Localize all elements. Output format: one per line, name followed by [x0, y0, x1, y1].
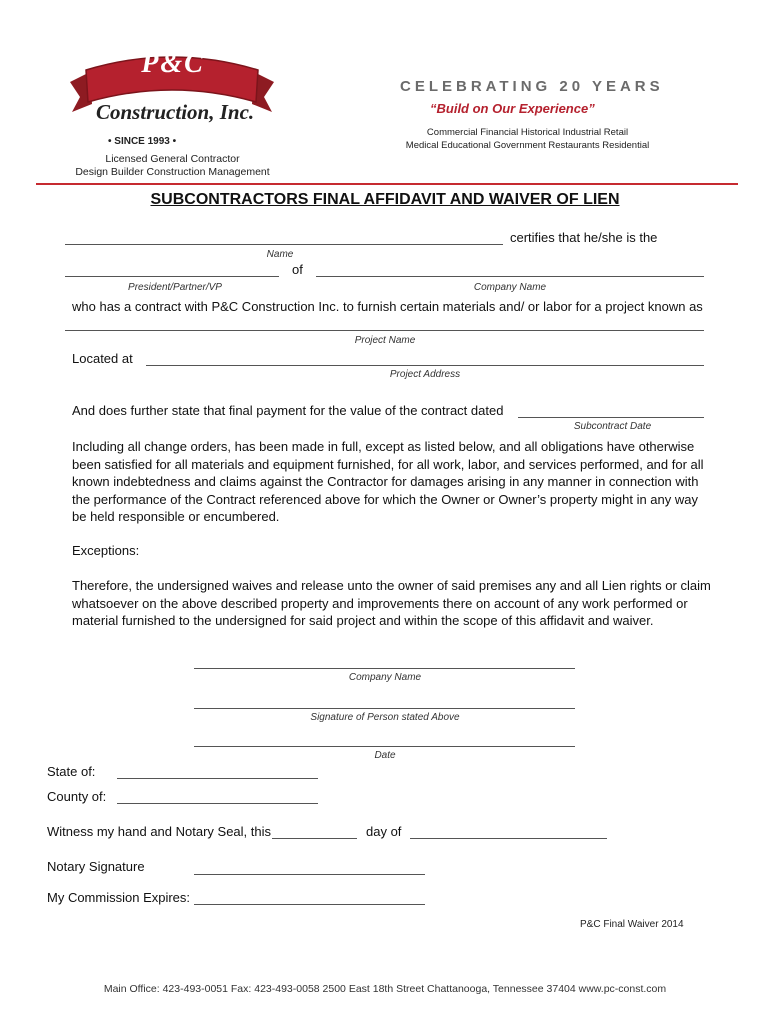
final-payment-text: And does further state that final payment for the value of the contract dated [72, 403, 504, 418]
sig-company-line[interactable] [194, 668, 575, 669]
including-paragraph: Including all change orders, has been made in full, except as listed below, and all obligations have otherwise been satisfied for all materials and equipment furnished, for all work, labor, and services performed, and for all known indebtedness and claims against the Contractor for damages arising in any manner in connection with the performance of the Contract referenced above for which the Owner or Owner’s property might in any way be held responsible or encumbered. [72, 439, 704, 524]
state-of-label: State of: [47, 764, 96, 779]
licensed-block [70, 153, 275, 179]
witness-day-line[interactable] [272, 838, 357, 839]
logo-pc-text: P&C [141, 48, 205, 79]
since-1993: • SINCE 1993 • [108, 136, 177, 147]
project-name-line[interactable] [65, 330, 704, 331]
therefore-paragraph: Therefore, the undersigned waives and release unto the owner of said premises any and all Lien rights or claim whatsoever on the above described property and improvements there on account of any work performed or material furnished to the undersigned for said project and within the scope of this affidavit and waiver. [72, 578, 711, 628]
sig-date-caption: Date [374, 750, 396, 761]
sectors-list [395, 126, 660, 152]
county-of-label: County of: [47, 789, 107, 804]
company-caption: Company Name [473, 282, 547, 293]
subcontract-date-caption: Subcontract Date [573, 421, 652, 432]
project-address-caption: Project Address [389, 369, 461, 380]
notary-signature-line[interactable] [194, 874, 425, 875]
celebrating-heading: CELEBRATING 20 YEARS [400, 78, 664, 95]
sig-date-line[interactable] [194, 746, 575, 747]
revision-note: P&C Final Waiver 2014 [580, 919, 684, 930]
name-field-line[interactable] [65, 244, 503, 245]
subcontract-date-line[interactable] [518, 417, 704, 418]
sectors-line-1: Commercial Financial Historical Industrial Retail [426, 127, 629, 138]
name-caption: Name [266, 249, 294, 260]
located-at-label: Located at [72, 351, 133, 366]
certifies-text: certifies that he/she is the [510, 230, 658, 245]
notary-signature-label: Notary Signature [47, 859, 145, 874]
state-of-line[interactable] [117, 778, 318, 779]
sig-person-caption: Signature of Person stated Above [310, 712, 460, 723]
commission-expires-line[interactable] [194, 904, 425, 905]
president-caption: President/Partner/VP [128, 282, 222, 293]
commission-expires-label: My Commission Expires: [47, 890, 191, 905]
title-field-line[interactable] [65, 276, 279, 277]
project-address-line[interactable] [146, 365, 704, 366]
day-of-text: day of [366, 824, 402, 839]
exceptions-label: Exceptions: [72, 543, 140, 558]
header-divider [36, 183, 738, 185]
contract-text: who has a contract with P&C Construction Inc. to furnish certain materials and/ or labor for a project known as [72, 299, 703, 314]
sectors-line-2: Medical Educational Government Restaurants Residential [405, 140, 650, 151]
document-title: SUBCONTRACTORS FINAL AFFIDAVIT AND WAIVER OF LIEN [150, 191, 620, 208]
licensed-line-1: Licensed General Contractor [105, 153, 240, 165]
county-of-line[interactable] [117, 803, 318, 804]
company-field-line[interactable] [316, 276, 704, 277]
tagline: “Build on Our Experience” [430, 101, 595, 116]
logo-construction-text: Construction, Inc. [96, 100, 255, 124]
sig-company-caption: Company Name [348, 672, 422, 683]
sig-person-line[interactable] [194, 708, 575, 709]
project-name-caption: Project Name [354, 335, 416, 346]
witness-text: Witness my hand and Notary Seal, this [47, 824, 271, 839]
of-text: of [292, 262, 303, 277]
witness-month-line[interactable] [410, 838, 607, 839]
licensed-line-2: Design Builder Construction Management [75, 166, 270, 178]
footer-contact: Main Office: 423-493-0051 Fax: 423-493-0058 2500 East 18th Street Chattanooga, Tennessee 37404 www.pc-const.com [103, 983, 667, 995]
